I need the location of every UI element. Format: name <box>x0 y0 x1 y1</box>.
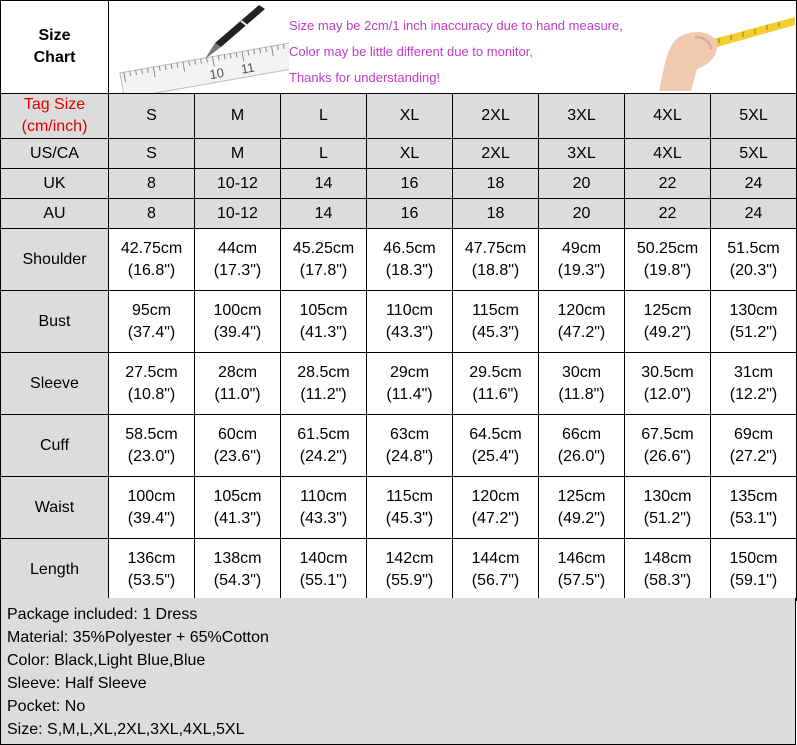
measure-inch: (11.8") <box>558 385 605 403</box>
measure-cell <box>625 415 711 477</box>
region-cell: 8 <box>109 169 195 199</box>
region-cell: 16 <box>367 199 453 229</box>
measure-inch: (11.6") <box>472 385 519 403</box>
measure-cell <box>367 539 453 601</box>
size-header-cell: S <box>109 94 195 139</box>
measure-inch: (23.6") <box>213 447 262 465</box>
measure-cm: 125cm <box>643 301 692 319</box>
measure-inch: (49.2") <box>643 323 692 341</box>
title-line-2: Chart <box>33 49 76 66</box>
measure-cell <box>625 291 711 353</box>
measure-cell <box>453 539 539 601</box>
ruler-mark-11: 11 <box>239 59 256 77</box>
region-row <box>1 169 797 199</box>
measure-cm: 49cm <box>561 239 602 257</box>
measure-cm: 28.5cm <box>297 363 350 381</box>
measure-cell <box>195 539 281 601</box>
region-row <box>1 199 797 229</box>
measure-cell <box>195 415 281 477</box>
measure-cell <box>539 291 625 353</box>
info-color: Color: Black,Light Blue,Blue <box>7 652 206 669</box>
measure-inch: (25.4") <box>471 447 520 465</box>
measure-cm: 125cm <box>557 487 606 505</box>
measure-inch: (59.1") <box>729 571 778 589</box>
measure-inch: (11.0") <box>214 385 261 403</box>
measure-cell <box>281 415 367 477</box>
measure-inch: (41.3") <box>299 323 348 341</box>
region-cell: 24 <box>711 169 797 199</box>
measure-cm: 64.5cm <box>469 425 522 443</box>
size-header-cell: 2XL <box>453 94 539 139</box>
info-pocket: Pocket: No <box>7 698 86 715</box>
region-cell: 24 <box>711 199 797 229</box>
measure-cell <box>109 539 195 601</box>
measure-cm: 130cm <box>643 487 692 505</box>
region-cell: 18 <box>453 199 539 229</box>
measure-cm: 110cm <box>386 301 433 319</box>
ruler-mark-10: 10 <box>208 64 226 83</box>
measure-cell <box>539 229 625 291</box>
measure-inch: (54.3") <box>213 571 262 589</box>
measure-inch: (19.8") <box>643 261 692 279</box>
region-cell: S <box>109 139 195 169</box>
info-sizes: Size: S,M,L,XL,2XL,3XL,4XL,5XL <box>7 721 245 738</box>
size-chart-title <box>1 1 109 94</box>
measure-cm: 136cm <box>127 549 176 567</box>
measure-cm: 69cm <box>733 425 774 443</box>
measure-cm: 105cm <box>213 487 262 505</box>
measuring-tape-icon <box>639 7 796 91</box>
measure-cell <box>109 291 195 353</box>
measure-cm: 27.5cm <box>125 363 178 381</box>
measure-cm: 138cm <box>213 549 262 567</box>
region-label: UK <box>1 169 109 199</box>
measure-cm: 63cm <box>389 425 430 443</box>
title-line-1: Size <box>38 27 71 44</box>
measure-cell <box>281 539 367 601</box>
measure-cm: 142cm <box>385 549 434 567</box>
hand-icon <box>659 32 717 91</box>
region-row <box>1 139 797 169</box>
measure-cm: 100cm <box>213 301 262 319</box>
measure-cm: 150cm <box>729 549 778 567</box>
measure-row <box>1 477 797 539</box>
measure-inch: (51.2") <box>643 509 692 527</box>
measure-cm: 44cm <box>217 239 258 257</box>
measure-cell <box>453 229 539 291</box>
measure-cell <box>195 229 281 291</box>
measure-label: Waist <box>1 477 109 539</box>
measure-inch: (58.3") <box>643 571 692 589</box>
measure-inch: (39.4") <box>213 323 262 341</box>
measure-cm: 61.5cm <box>297 425 350 443</box>
region-label: AU <box>1 199 109 229</box>
measure-cm: 58.5cm <box>125 425 178 443</box>
measure-row <box>1 291 797 353</box>
measure-inch: (47.2") <box>557 323 606 341</box>
measure-cm: 148cm <box>643 549 692 567</box>
region-label: US/CA <box>1 139 109 169</box>
measure-inch: (17.8") <box>299 261 348 279</box>
measure-inch: (45.3") <box>385 509 434 527</box>
measure-cell <box>453 477 539 539</box>
measure-inch: (20.3") <box>729 261 778 279</box>
measure-inch: (16.8") <box>127 261 176 279</box>
measure-inch: (18.8") <box>471 261 520 279</box>
measure-cell <box>711 291 797 353</box>
measure-cm: 120cm <box>471 487 520 505</box>
measure-inch: (45.3") <box>471 323 520 341</box>
measure-cm: 135cm <box>729 487 778 505</box>
notice-banner <box>109 1 797 94</box>
region-cell: 20 <box>539 199 625 229</box>
measure-cell <box>539 353 625 415</box>
measure-cm: 100cm <box>127 487 176 505</box>
measure-label: Length <box>1 539 109 601</box>
note-line-2: Color may be little different due to monitor, <box>289 44 533 59</box>
measure-cm: 95cm <box>131 301 172 319</box>
measure-cm: 105cm <box>299 301 348 319</box>
measure-cell <box>453 291 539 353</box>
tag-size-line-1: Tag Size <box>23 96 86 113</box>
tag-size-label <box>1 94 109 139</box>
measure-cell <box>625 539 711 601</box>
measure-cell <box>367 415 453 477</box>
tag-size-row <box>1 94 797 139</box>
measure-inch: (12.0") <box>643 385 692 403</box>
region-cell: 22 <box>625 199 711 229</box>
measure-row <box>1 539 797 601</box>
size-header-cell: 5XL <box>711 94 797 139</box>
measure-label: Bust <box>1 291 109 353</box>
measure-cell <box>367 477 453 539</box>
measure-cm: 29.5cm <box>469 363 522 381</box>
region-cell: 10-12 <box>195 199 281 229</box>
measure-inch: (23.0") <box>127 447 176 465</box>
measure-inch: (18.3") <box>385 261 434 279</box>
region-cell: 10-12 <box>195 169 281 199</box>
measure-inch: (27.2") <box>729 447 778 465</box>
size-header-cell: 3XL <box>539 94 625 139</box>
measure-cm: 67.5cm <box>641 425 694 443</box>
region-cell: 3XL <box>539 139 625 169</box>
measure-cm: 42.75cm <box>120 239 183 257</box>
measure-inch: (12.2") <box>729 385 778 403</box>
measure-inch: (57.5") <box>557 571 606 589</box>
measure-cell <box>539 477 625 539</box>
measure-cell <box>625 477 711 539</box>
measure-cm: 50.25cm <box>636 239 699 257</box>
measure-cell <box>711 353 797 415</box>
region-cell: 20 <box>539 169 625 199</box>
measure-cm: 130cm <box>729 301 778 319</box>
measure-cell <box>625 229 711 291</box>
measure-inch: (37.4") <box>127 323 176 341</box>
measure-cell <box>539 539 625 601</box>
measure-cm: 28cm <box>217 363 258 381</box>
region-cell: 14 <box>281 169 367 199</box>
size-header-cell: XL <box>367 94 453 139</box>
product-info <box>0 598 796 745</box>
measure-cell <box>539 415 625 477</box>
measure-inch: (55.9") <box>385 571 434 589</box>
measure-cm: 66cm <box>561 425 602 443</box>
size-header-cell: L <box>281 94 367 139</box>
measure-label: Shoulder <box>1 229 109 291</box>
measure-inch: (41.3") <box>213 509 262 527</box>
measure-row <box>1 353 797 415</box>
info-material: Material: 35%Polyester + 65%Cotton <box>7 629 269 646</box>
measure-inch: (49.2") <box>557 509 606 527</box>
measure-cell <box>195 291 281 353</box>
measure-inch: (47.2") <box>471 509 520 527</box>
measure-cm: 31cm <box>733 363 774 381</box>
region-cell: 4XL <box>625 139 711 169</box>
measure-cm: 110cm <box>300 487 347 505</box>
measure-cm: 51.5cm <box>727 239 780 257</box>
measure-label: Cuff <box>1 415 109 477</box>
measure-inch: (43.3") <box>299 509 348 527</box>
measure-cell <box>281 477 367 539</box>
measure-inch: (51.2") <box>729 323 778 341</box>
region-cell: M <box>195 139 281 169</box>
measure-inch: (24.2") <box>299 447 348 465</box>
measure-cm: 30cm <box>561 363 602 381</box>
measure-cm: 47.75cm <box>464 239 527 257</box>
measure-cm: 120cm <box>557 301 606 319</box>
measure-inch: (26.6") <box>643 447 692 465</box>
measure-label: Sleeve <box>1 353 109 415</box>
measure-cell <box>195 353 281 415</box>
measure-inch: (10.8") <box>127 385 176 403</box>
measure-cell <box>109 353 195 415</box>
measure-cell <box>109 229 195 291</box>
measure-cell <box>625 353 711 415</box>
measure-cell <box>281 291 367 353</box>
info-sleeve: Sleeve: Half Sleeve <box>7 675 147 692</box>
region-cell: 14 <box>281 199 367 229</box>
measure-cm: 45.25cm <box>292 239 355 257</box>
measure-cell <box>109 477 195 539</box>
measure-cell <box>367 229 453 291</box>
region-cell: 16 <box>367 169 453 199</box>
measure-inch: (53.5") <box>127 571 176 589</box>
region-cell: L <box>281 139 367 169</box>
size-header-cell: M <box>195 94 281 139</box>
measure-cm: 60cm <box>217 425 258 443</box>
size-header-cell: 4XL <box>625 94 711 139</box>
measure-inch: (17.3") <box>213 261 262 279</box>
measure-cm: 30.5cm <box>641 363 694 381</box>
region-cell: 18 <box>453 169 539 199</box>
measure-row <box>1 229 797 291</box>
measure-inch: (56.7") <box>471 571 520 589</box>
measure-cm: 140cm <box>299 549 348 567</box>
measure-cell <box>711 477 797 539</box>
measure-cell <box>281 353 367 415</box>
measure-cm: 144cm <box>471 549 520 567</box>
measure-cell <box>453 415 539 477</box>
tag-size-line-2: (cm/inch) <box>21 118 88 135</box>
measure-cm: 115cm <box>386 487 433 505</box>
measure-cell <box>711 229 797 291</box>
measure-cell <box>711 415 797 477</box>
measure-cm: 29cm <box>389 363 430 381</box>
region-cell: 2XL <box>453 139 539 169</box>
notice-notes <box>289 13 623 91</box>
measure-cell <box>367 353 453 415</box>
region-cell: XL <box>367 139 453 169</box>
measure-inch: (53.1") <box>729 509 778 527</box>
measure-cell <box>281 229 367 291</box>
measure-cm: 46.5cm <box>383 239 436 257</box>
region-cell: 22 <box>625 169 711 199</box>
note-line-3: Thanks for understanding! <box>289 70 441 85</box>
measure-inch: (26.0") <box>557 447 606 465</box>
measure-inch: (55.1") <box>299 571 348 589</box>
measure-inch: (24.8") <box>385 447 434 465</box>
note-line-1: Size may be 2cm/1 inch inaccuracy due to hand measure, <box>289 18 623 33</box>
measure-cm: 146cm <box>557 549 606 567</box>
measure-cell <box>453 353 539 415</box>
measure-row <box>1 415 797 477</box>
measure-inch: (11.4") <box>386 385 433 403</box>
measure-cell <box>367 291 453 353</box>
measure-inch: (39.4") <box>127 509 176 527</box>
measure-inch: (43.3") <box>385 323 434 341</box>
pen-icon <box>197 3 267 63</box>
info-package: Package included: 1 Dress <box>7 606 198 623</box>
measure-cell <box>195 477 281 539</box>
measure-inch: (11.2") <box>300 385 347 403</box>
measure-cell <box>711 539 797 601</box>
region-cell: 5XL <box>711 139 797 169</box>
region-cell: 8 <box>109 199 195 229</box>
measure-cm: 115cm <box>472 301 519 319</box>
measure-cell <box>109 415 195 477</box>
measure-inch: (19.3") <box>557 261 606 279</box>
